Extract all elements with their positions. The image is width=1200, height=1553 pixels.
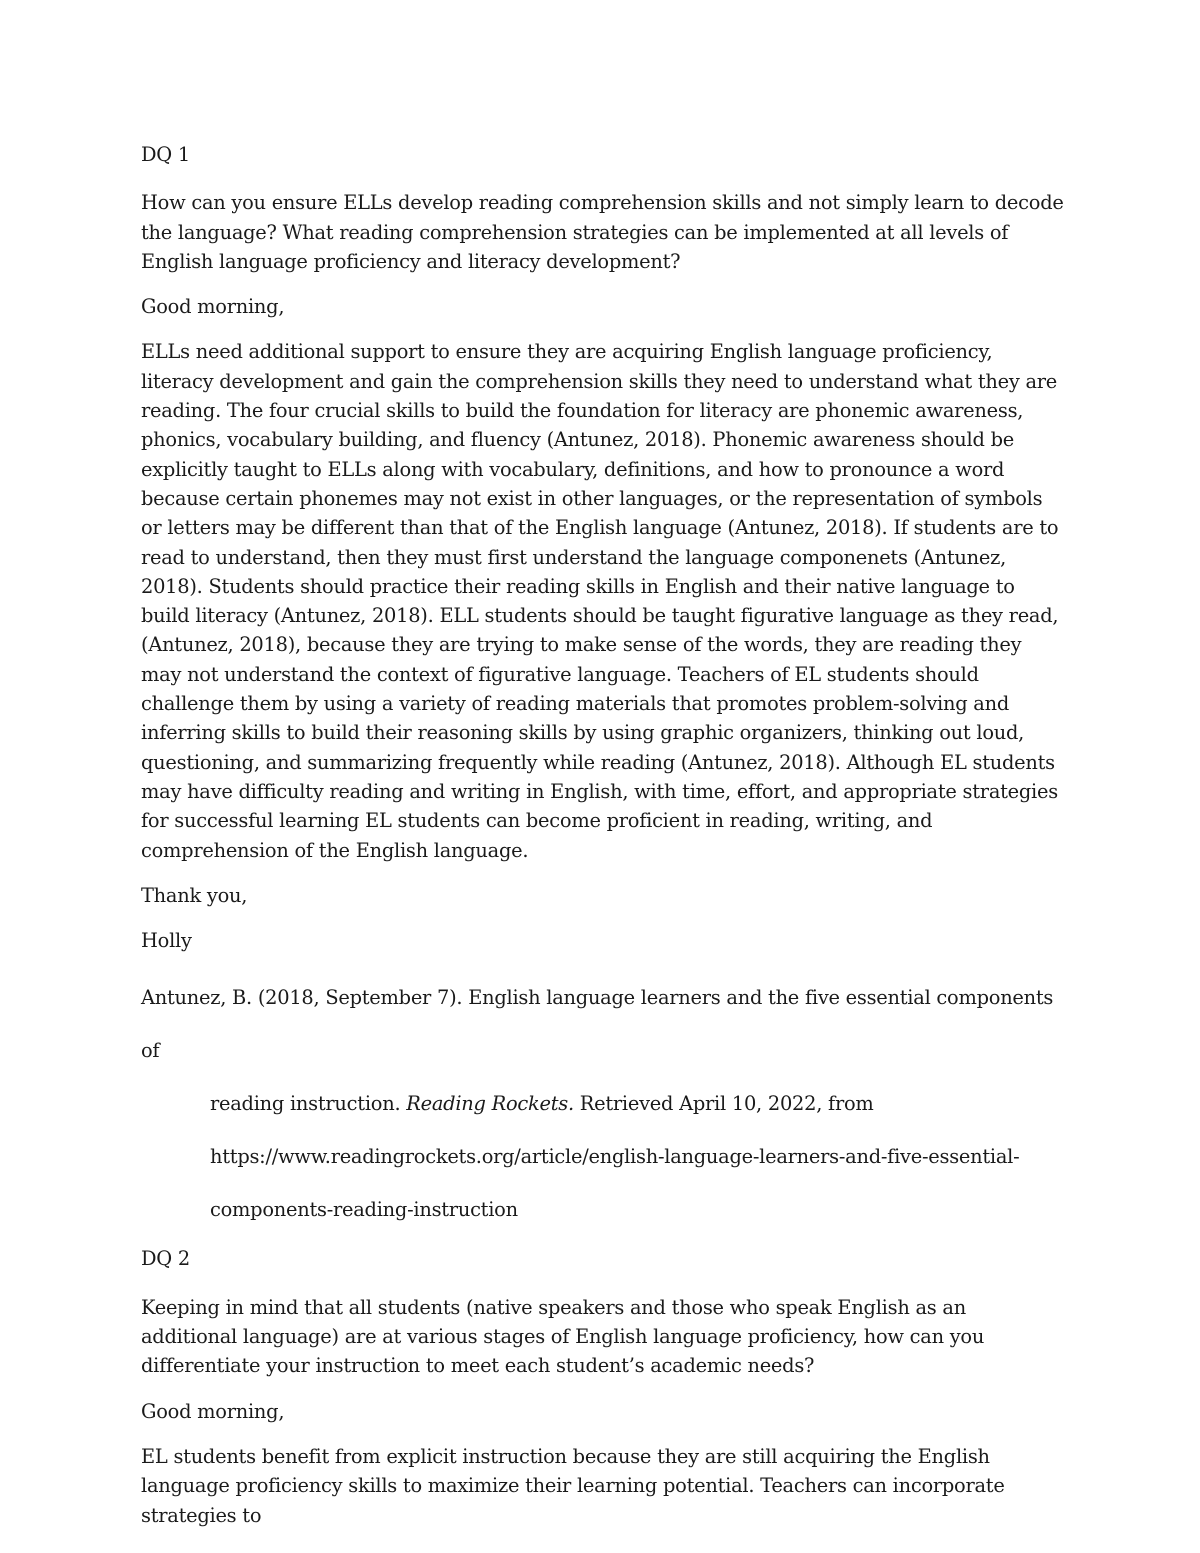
reference-line-2 xyxy=(141,1077,1066,1130)
document-content xyxy=(141,140,1066,1546)
dq1-greeting: Good morning, xyxy=(141,295,285,319)
reference-line-1: Antunez, B. (2018, September 7). English language learners and the five essential components of xyxy=(141,986,1054,1063)
dq1-heading: DQ 1 xyxy=(141,143,190,166)
dq1-signature: Holly xyxy=(141,929,192,953)
dq1-closing: Thank you, xyxy=(141,883,248,907)
dq2-question: Keeping in mind that all students (native speakers and those who speak English as an additional language) are at various stages of English language proficiency, how can you differentiate your instruction to meet each student’s academic needs? xyxy=(141,1295,985,1378)
reference-entry xyxy=(141,971,1066,1236)
dq2-greeting: Good morning, xyxy=(141,1399,285,1423)
reference-title: reading instruction. xyxy=(210,1092,407,1116)
dq2-body: EL students benefit from explicit instruction because they are still acquiring the English language proficiency skills to maximize their learning potential. Teachers can incorporate strategies to xyxy=(141,1444,1005,1527)
dq1-question: How can you ensure ELLs develop reading comprehension skills and not simply learn to decode the language? What reading comprehension strategies can be implemented at all levels of English language proficiency and literacy development? xyxy=(141,191,1064,273)
reference-url-line-1: https://www.readingrockets.org/article/english-language-learners-and-five-essential- xyxy=(210,1145,1020,1169)
reference-retrieved: Retrieved April 10, 2022, from xyxy=(573,1092,874,1116)
reference-url-line-2: components-reading-instruction xyxy=(210,1198,518,1222)
dq2-heading: DQ 2 xyxy=(141,1247,190,1271)
dq1-body: ELLs need additional support to ensure they are acquiring English language proficiency, literacy development and gain the comprehension skills they need to understand what they are reading. The four crucial skills to build the foundation for literacy are phonemic awareness, phonics, vocabulary building, and fluency (Antunez, 2018). Phonemic awareness should be explicitly taught to ELLs along with vocabulary, definitions, and how to pronounce a word because certain phonemes may not exist in other languages, or the representation of symbols or letters may be different than that of the English language (Antunez, 2018). If students are to read to understand, then they must first understand the language componenets (Antunez, 2018). Students should practice their reading skills in English and their native language to build literacy (Antunez, 2018). ELL students should be taught figurative language as they read, (Antunez, 2018), because they are trying to make sense of the words, they are reading they may not understand the context of figurative language. Teachers of EL students should challenge them by using a variety of reading materials that promotes problem-solving and inferring skills to build their reasoning skills by using graphic organizers, thinking out loud, questioning, and summarizing frequently while reading (Antunez, 2018). Although EL students may have difficulty reading and writing in English, with time, effort, and appropriate strategies for successful learning EL students can become proficient in reading, writing, and comprehension of the English language. xyxy=(141,340,1059,862)
reference-publication: Reading Rockets. xyxy=(406,1092,574,1116)
